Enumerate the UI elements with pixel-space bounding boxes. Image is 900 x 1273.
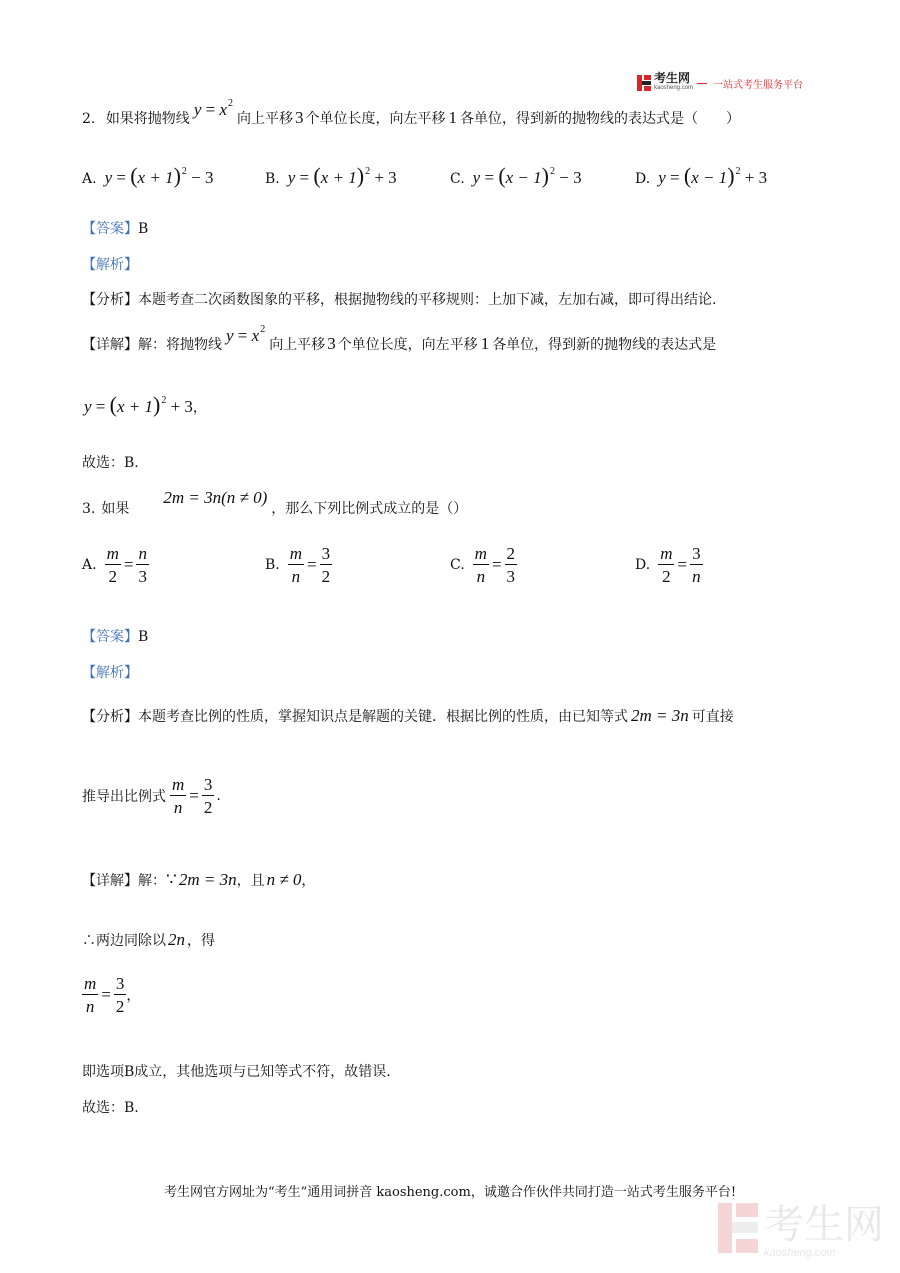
q2-option-d: D. $y = (x - 1)^2 + 3$	[635, 163, 768, 188]
q2-analysis-tag: 【解析】	[82, 257, 138, 273]
q3-stem: 3. 如果2m = 3n(n ≠ 0)，那么下列比例式成立的是（）	[82, 488, 468, 517]
watermark	[718, 1203, 884, 1259]
q3-option-d: D. $\frac{m}{2}$ = $\frac{3}{n}$	[635, 544, 701, 586]
header-logo	[637, 72, 803, 94]
q3-option-a: A. $\frac{m}{2}$ = $\frac{n}{3}$	[82, 544, 147, 586]
q3-condition: 2m = 3n(n ≠ 0)	[163, 488, 268, 507]
q3-result-fraction: $\frac{m}{n}$ = $\frac{3}{2}$ ，	[84, 974, 141, 1016]
q3-option-c: C. $\frac{m}{n}$ = $\frac{2}{3}$	[450, 544, 516, 586]
q3-analysis-tag: 【解析】	[82, 665, 138, 681]
watermark-logo-icon	[718, 1203, 758, 1253]
header-slogan: 一站式考生服务平台	[713, 79, 804, 91]
q2-option-c: C. $y = (x - 1)^2 - 3$	[450, 163, 582, 188]
q2-answer: 【答案】B	[82, 221, 149, 237]
q3-therefore: ∴两边同除以 2n ，得	[82, 930, 215, 949]
q2-fenxi: 【分析】本题考查二次函数图象的平移，根据抛物线的平移规则：上加下减，左加右减，即可得出结论.	[82, 292, 717, 308]
q2-guxuan: 故选：B.	[82, 455, 139, 471]
q3-answer: 【答案】B	[82, 629, 149, 645]
q2-number: 2.	[82, 111, 96, 127]
kaosheng-logo-icon	[637, 75, 651, 91]
q3-option-b: B. $\frac{m}{n}$ = $\frac{3}{2}$	[265, 544, 331, 586]
footer-text: 考生网官方网址为“考生”通用词拼音 kaosheng.com，诚邀合作伙伴共同打造一站式考生服务平台!	[163, 1185, 737, 1200]
q2-xiangjie: 【详解】解：将抛物线 $y = x^2$向上平移 3 个单位长度，向左平移 1 各单位，得到新的抛物线的表达式是	[82, 324, 717, 353]
header-domain: kaosheng.com	[654, 85, 694, 91]
watermark-brand: 考生网	[764, 1203, 884, 1247]
watermark-domain: kaosheng.com	[764, 1247, 836, 1259]
q2-option-a: A. $y = (x + 1)^2 - 3$	[82, 163, 214, 188]
q3-tuidao: 推导出比例式 $\frac{m}{n}$ = $\frac{3}{2}$ .	[82, 775, 221, 817]
q2-parabola-formula: $y = x^2$	[193, 98, 233, 119]
q2-option-b: B. $y = (x + 1)^2 + 3$	[265, 163, 397, 188]
q3-guxuan: 故选：B.	[82, 1100, 139, 1116]
q3-number: 3.	[82, 501, 96, 517]
q3-xiangjie: 【详解】解：∵ 2m = 3n，且 n ≠ 0，	[82, 870, 316, 889]
q3-conclusion: 即选项B成立，其他选项与已知等式不符，故错误.	[82, 1064, 391, 1080]
q2-result-formula: $y = (x + 1)^2 + 3$，	[84, 392, 207, 417]
header-brand: 考生网	[654, 71, 691, 85]
q3-fenxi: 【分析】本题考查比例的性质，掌握知识点是解题的关键．根据比例的性质，由已知等式 2m = 3n 可直接	[82, 706, 734, 725]
q2-stem: 2. 如果将抛物线 $y = x^2$向上平移 3 个单位长度，向左平移 1 各单位，得到新的抛物线的表达式是（ ）	[82, 98, 740, 127]
